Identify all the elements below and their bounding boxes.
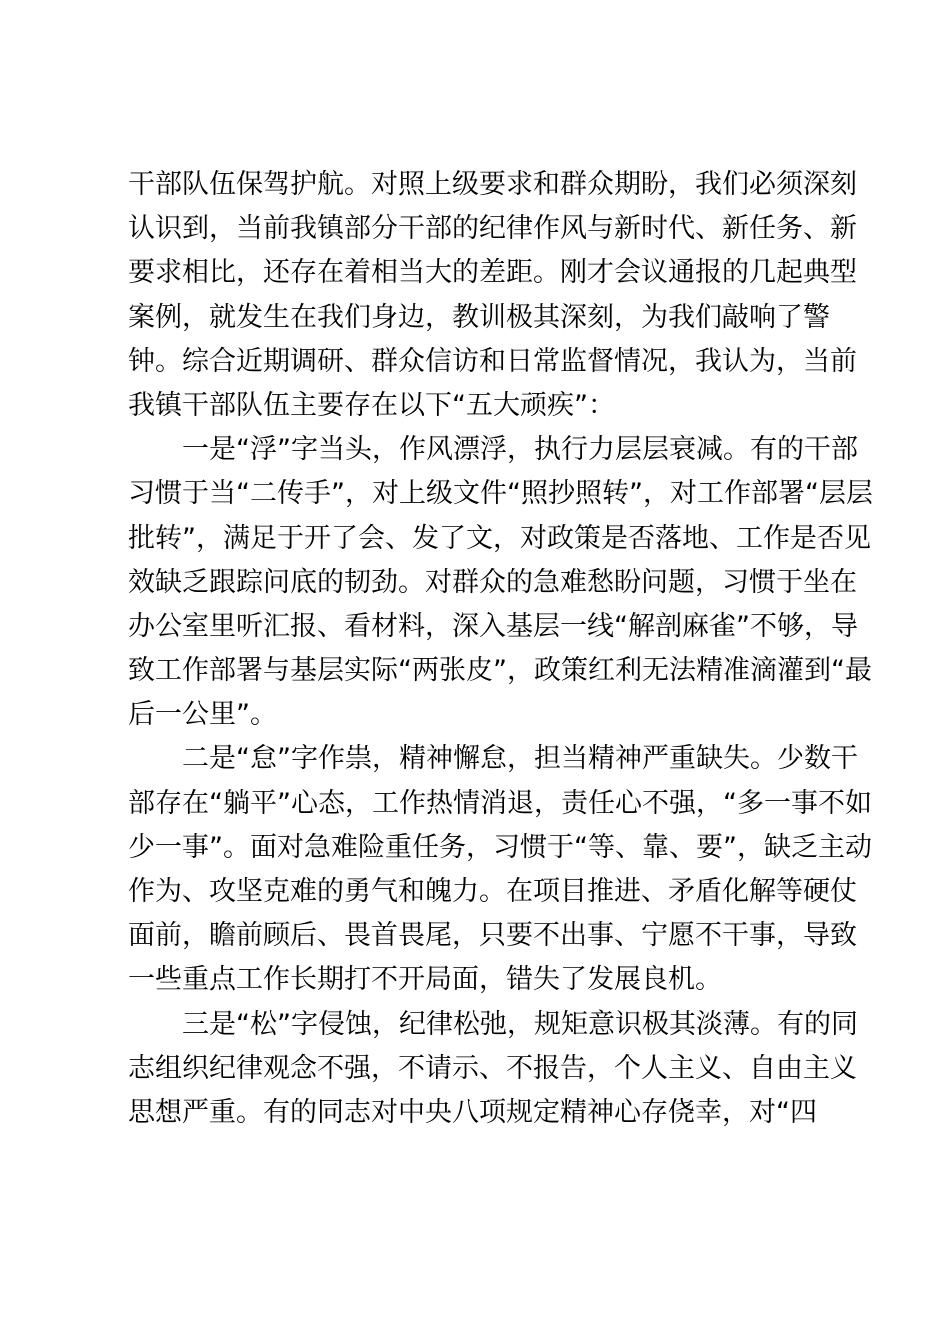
text-line: 我镇干部队伍主要存在以下“五大顽疾”：	[128, 389, 615, 421]
text-line: 要求相比，还存在着相当大的差距。刚才会议通报的几起典型	[128, 257, 857, 289]
paragraph-start-line: 三是“松”字侵蚀，纪律松弛，规矩意识极其淡薄。有的同	[182, 1008, 858, 1040]
text-line: 批转”，满足于开了会、发了文，对政策是否落地、工作是否见	[128, 522, 871, 554]
text-line: 致工作部署与基层实际“两张皮”，政策红利无法精准滴灌到“最	[128, 655, 872, 687]
text-line: 部存在“躺平”心态，工作热情消退，责任心不强，“多一事不如	[128, 787, 872, 819]
text-line: 思想严重。有的同志对中央八项规定精神心存侥幸，对“四	[128, 1096, 817, 1128]
text-line: 干部队伍保驾护航。对照上级要求和群众期盼，我们必须深刻	[128, 169, 857, 200]
text-line: 认识到，当前我镇部分干部的纪律作风与新时代、新任务、新	[128, 213, 857, 245]
text-line: 钟。综合近期调研、群众信访和日常监督情况，我认为，当前	[128, 345, 857, 377]
text-line: 后一公里”。	[128, 699, 277, 731]
text-line: 面前，瞻前顾后、畏首畏尾，只要不出事、宁愿不干事，导致	[128, 920, 857, 952]
paragraph-start-line: 一是“浮”字当头，作风漂浮，执行力层层衰减。有的干部	[182, 434, 858, 466]
body-text	[128, 163, 873, 1135]
text-line: 效缺乏跟踪问底的韧劲。对群众的急难愁盼问题，习惯于坐在	[128, 566, 857, 598]
text-line: 办公室里听汇报、看材料，深入基层一线“解剖麻雀”不够，导	[128, 610, 858, 642]
text-line: 一些重点工作长期打不开局面，错失了发展良机。	[128, 964, 722, 996]
text-line: 少一事”。面对急难险重任务，习惯于“等、靠、要”，缺乏主动	[128, 831, 872, 863]
text-line: 习惯于当“二传手”，对上级文件“照抄照转”，对工作部署“层层	[128, 478, 873, 510]
text-line: 作为、攻坚克难的勇气和魄力。在项目推进、矛盾化解等硬仗	[128, 876, 857, 907]
text-line: 案例，就发生在我们身边，教训极其深刻，为我们敲响了警	[128, 301, 830, 333]
text-line: 志组织纪律观念不强，不请示、不报告，个人主义、自由主义	[128, 1052, 857, 1084]
paragraph-start-line: 二是“怠”字作祟，精神懈怠，担当精神严重缺失。少数干	[182, 743, 858, 775]
